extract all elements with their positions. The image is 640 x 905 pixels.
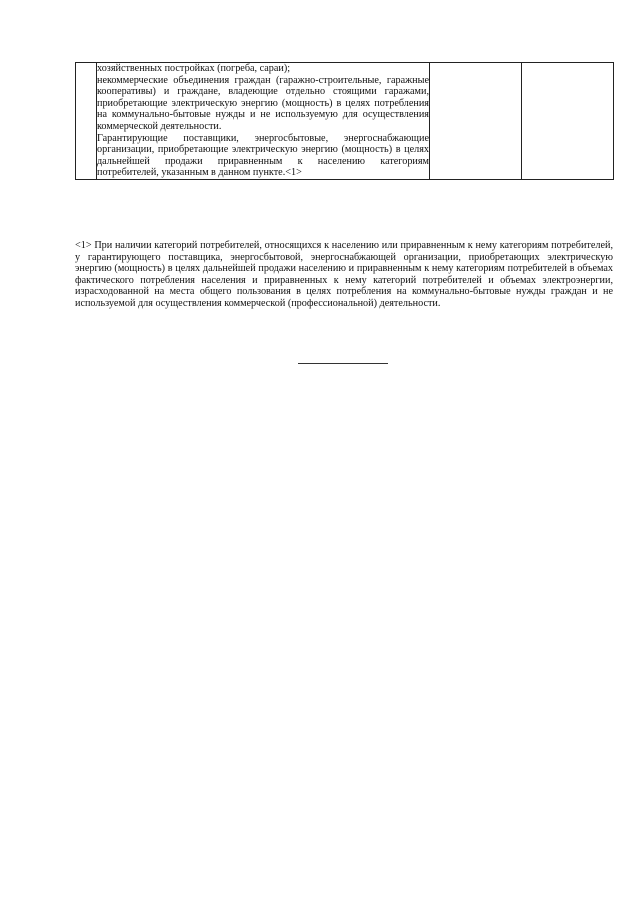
value-cell-b xyxy=(522,63,614,180)
row-number-cell xyxy=(76,63,97,180)
footnote-separator-line xyxy=(298,363,388,364)
consumer-categories-table xyxy=(75,62,614,180)
paragraph-guaranteeing-suppliers: Гарантирующие поставщики, энергосбытовые, энергоснабжающие организации, приобретающие электрическую энергию (мощность) в целях дальнейшей продажи приравненным к населению категориям потребителей, указанным в данном пункте.<1> xyxy=(97,132,429,179)
table-row xyxy=(76,63,614,180)
category-description-cell xyxy=(97,63,430,180)
footnote-1: <1> При наличии категорий потребителей, относящихся к населению или приравненным к нему категориям потребителей, у гарантирующего поставщика, энергосбытовой, энергоснабжающей организации, приобретающих электрическую энергию (мощность) в целях дальнейшей продажи населению и приравненным к нему категориям потребителей в объемах фактического потребления населения и приравненных к нему категорий потребителей и объемах электроэнергии, израсходованной на места общего пользования в целях потребления на коммунально-бытовые нужды граждан и не используемой для осуществления коммерческой (профессиональной) деятельности. xyxy=(75,240,613,309)
paragraph-garage-cooperatives: некоммерческие объединения граждан (гаражно-строительные, гаражные кооперативы) и граждане, владеющие отдельно стоящими гаражами, приобретающие электрическую энергию (мощность) в целях потребления на коммунально-бытовые нужды и не используемую для осуществления коммерческой деятельности. xyxy=(97,74,429,132)
paragraph-outbuildings: хозяйственных постройках (погреба, сараи); xyxy=(97,63,291,74)
value-cell-a xyxy=(430,63,522,180)
